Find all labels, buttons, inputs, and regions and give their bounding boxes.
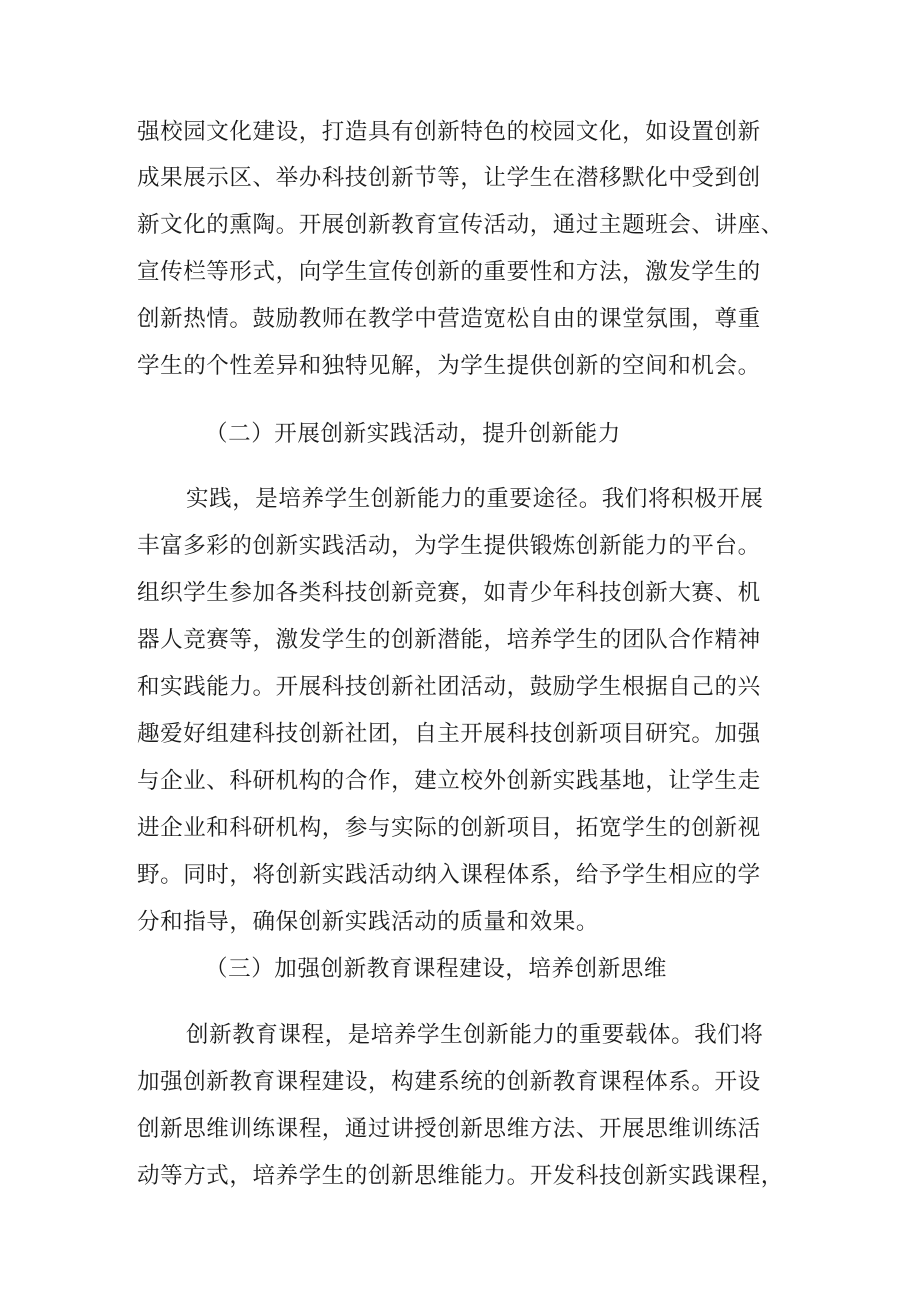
section-heading-practice: （二）开展创新实践活动，提升创新能力 [205, 421, 621, 447]
text-line: 创新热情。鼓励教师在教学中营造宽松自由的课堂氛围，尊重 [137, 306, 761, 332]
text-line: 创新教育课程，是培养学生创新能力的重要载体。我们将 [186, 1022, 764, 1048]
section-heading-curriculum: （三）加强创新教育课程建设，培养创新思维 [205, 956, 668, 982]
text-line: 学生的个性差异和独特见解，为学生提供创新的空间和机会。 [137, 353, 761, 379]
text-line: 宣传栏等形式，向学生宣传创新的重要性和方法，激发学生的 [137, 259, 761, 285]
text-line: 创新思维训练课程，通过讲授创新思维方法、开展思维训练活 [137, 1116, 761, 1142]
text-line: 器人竞赛等，激发学生的创新潜能，培养学生的团队合作精神 [137, 627, 761, 653]
text-line: 分和指导，确保创新实践活动的质量和效果。 [137, 909, 600, 935]
text-line: 趣爱好组建科技创新社团，自主开展科技创新项目研究。加强 [137, 721, 761, 747]
text-line: 组织学生参加各类科技创新竞赛，如青少年科技创新大赛、机 [137, 580, 761, 606]
text-line: 新文化的熏陶。开展创新教育宣传活动，通过主题班会、讲座、 [137, 212, 784, 238]
text-line: 丰富多彩的创新实践活动，为学生提供锻炼创新能力的平台。 [137, 533, 761, 559]
text-line: 动等方式，培养学生的创新思维能力。开发科技创新实践课程， [137, 1163, 784, 1189]
text-line: 加强创新教育课程建设，构建系统的创新教育课程体系。开设 [137, 1069, 761, 1095]
text-line: 强校园文化建设，打造具有创新特色的校园文化，如设置创新 [137, 119, 761, 145]
text-line: 进企业和科研机构，参与实际的创新项目，拓宽学生的创新视 [137, 815, 761, 841]
text-line: 与企业、科研机构的合作，建立校外创新实践基地，让学生走 [137, 768, 761, 794]
text-line: 和实践能力。开展科技创新社团活动，鼓励学生根据自己的兴 [137, 674, 761, 700]
text-line: 野。同时，将创新实践活动纳入课程体系，给予学生相应的学 [137, 862, 761, 888]
text-line: 成果展示区、举办科技创新节等，让学生在潜移默化中受到创 [137, 165, 761, 191]
text-line: 实践，是培养学生创新能力的重要途径。我们将积极开展 [186, 486, 764, 512]
